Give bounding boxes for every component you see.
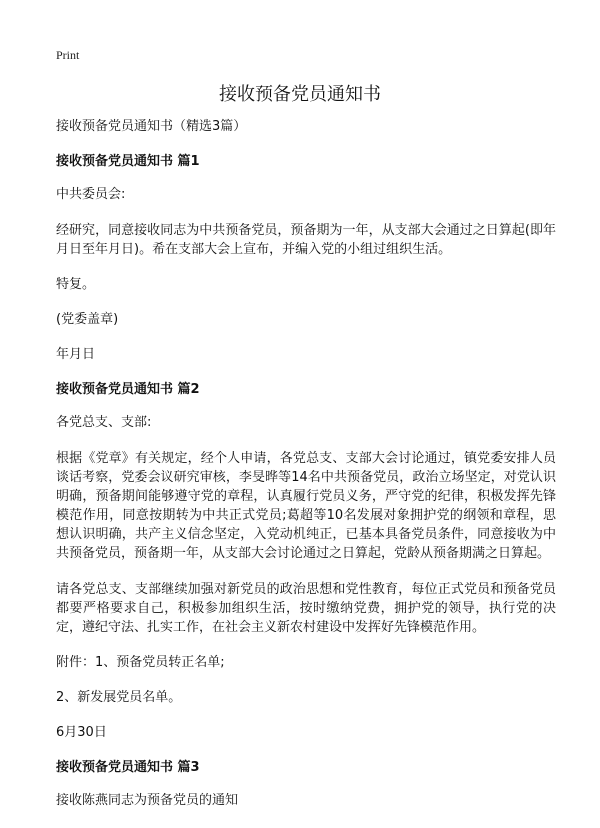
attachment-1: 附件：1、预备党员转正名单;	[56, 655, 225, 670]
section-3-first-line: 接收陈燕同志为预备党员的通知	[56, 793, 239, 808]
paragraph-1: 经研究，同意接收同志为中共预备党员，预备期为一年，从支部大会通过之日算起(即年月日至年月日)。希在支部大会上宣布，并编入党的小组过组织生活。	[56, 223, 556, 257]
document-body	[56, 118, 556, 827]
paragraph-2b: 请各党总支、支部继续加强对新党员的政治思想和党性教育，每位正式党员和预备党员都要严格要求自己，积极参加组织生活，按时缴纳党费，拥护党的领导，执行党的决定，遵纪守法、扎实工作，在社会主义新农村建设中发挥好先锋模范作用。	[56, 582, 556, 635]
section-heading-1: 接收预备党员通知书 篇1	[56, 154, 200, 169]
closing-1: 特复。	[56, 277, 96, 292]
paragraph-2a: 根据《党章》有关规定，经个人申请，各党总支、支部大会讨论通过，镇党委安排人员谈话考察，党委会议研究审核，李旻晔等14名中共预备党员，政治立场坚定，对党认识明确，预备期间能够遵守党的章程，认真履行党员义务，严守党的纪律，积极发挥先锋模范作用，同意按期转为中共正式党员;葛超等10名发展对象拥护党的纲领和章程，思想认识明确，共产主义信念坚定，入党动机纯正，已基本具备党员条件，同意接收为中共预备党员，预备期一年，从支部大会讨论通过之日算起，党龄从预备期满之日算起。	[56, 451, 556, 561]
document-subtitle: 接收预备党员通知书（精选3篇）	[56, 119, 247, 134]
section-heading-3: 接收预备党员通知书 篇3	[56, 760, 200, 775]
salutation-2: 各党总支、支部:	[56, 415, 152, 430]
attachment-2: 2、新发展党员名单。	[56, 690, 182, 705]
section-heading-2: 接收预备党员通知书 篇2	[56, 382, 200, 397]
print-label: Print	[56, 48, 80, 62]
salutation-1: 中共委员会:	[56, 187, 126, 202]
document-title: 接收预备党员通知书	[219, 84, 381, 105]
seal-1: (党委盖章)	[56, 312, 119, 327]
date-2: 6月30日	[56, 725, 107, 740]
date-1: 年月日	[56, 347, 96, 362]
